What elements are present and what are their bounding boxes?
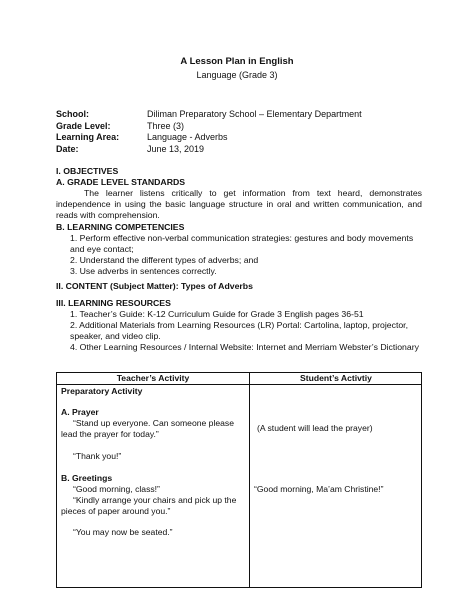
info-row-area	[56, 132, 362, 144]
prayer-heading: A. Prayer	[61, 407, 99, 417]
resources-section	[56, 298, 422, 353]
info-row-school	[56, 109, 362, 121]
competency-item: 3. Use adverbs in sentences correctly.	[70, 266, 217, 276]
greetings-heading: B. Greetings	[61, 473, 113, 483]
info-value: Diliman Preparatory School – Elementary Department	[147, 109, 362, 119]
prayer-teacher-text: “Stand up everyone. Can someone please lead the prayer for today.”	[61, 418, 234, 439]
document-subtitle: Language (Grade 3)	[196, 70, 278, 80]
arrange-chairs-text: “Kindly arrange your chairs and pick up the pieces of paper around you.”	[61, 495, 237, 516]
info-value: June 13, 2019	[147, 143, 205, 154]
info-label: Learning Area:	[56, 132, 120, 142]
column-divider	[249, 373, 250, 587]
info-row-grade	[56, 121, 362, 133]
info-label: School:	[56, 109, 89, 119]
info-block	[56, 109, 362, 155]
info-value: Language - Adverbs	[147, 132, 228, 142]
resource-item: 2. Additional Materials from Learning Resources (LR) Portal: Cartolina, laptop, projector, speaker, and video clip.	[70, 320, 409, 341]
seated-text: “You may now be seated.”	[73, 527, 173, 537]
info-label: Grade Level:	[56, 120, 111, 131]
prayer-student-text: (A student will lead the prayer)	[257, 423, 373, 433]
standards-text: The learner listens critically to get information from text heard, demonstrates independence in using the basic language structure in oral and written communication, and reads with comprehension.	[56, 188, 422, 220]
info-label: Date:	[56, 143, 79, 154]
greet-student-text: “Good morning, Ma’am Christine!”	[254, 484, 384, 494]
document-title: A Lesson Plan in English	[180, 56, 294, 67]
student-activity-header: Student’s Activtiy	[300, 373, 372, 383]
resource-item: 1. Teacher’s Guide: K-12 Curriculum Guide for Grade 3 English pages 36-51	[70, 309, 364, 319]
competencies-section	[56, 222, 422, 277]
greet-teacher-text: “Good morning, class!”	[73, 484, 160, 494]
preparatory-activity-label: Preparatory Activity	[61, 386, 143, 396]
content-heading: II. CONTENT (Subject Matter): Types of Adverbs	[56, 281, 253, 291]
standards-heading: A. GRADE LEVEL STANDARDS	[56, 177, 186, 187]
objectives-heading: I. OBJECTIVES	[56, 166, 119, 176]
info-value: Three (3)	[147, 120, 185, 131]
resources-heading: III. LEARNING RESOURCES	[56, 298, 171, 308]
competency-item: 1. Perform effective non-verbal communication strategies: gestures and body movements and eye contact;	[70, 233, 414, 254]
objectives-section	[56, 166, 422, 221]
resource-item: 4. Other Learning Resources / Internal Website: Internet and Merriam Webster’s Dictionary	[70, 342, 419, 352]
thank-you-text: “Thank you!”	[73, 451, 122, 461]
activity-table	[56, 372, 422, 588]
info-row-date	[56, 144, 362, 156]
competencies-heading: B. LEARNING COMPETENCIES	[56, 222, 185, 232]
teacher-activity-header: Teacher’s Activity	[116, 373, 190, 383]
competency-item: 2. Understand the different types of adverbs; and	[70, 255, 259, 265]
